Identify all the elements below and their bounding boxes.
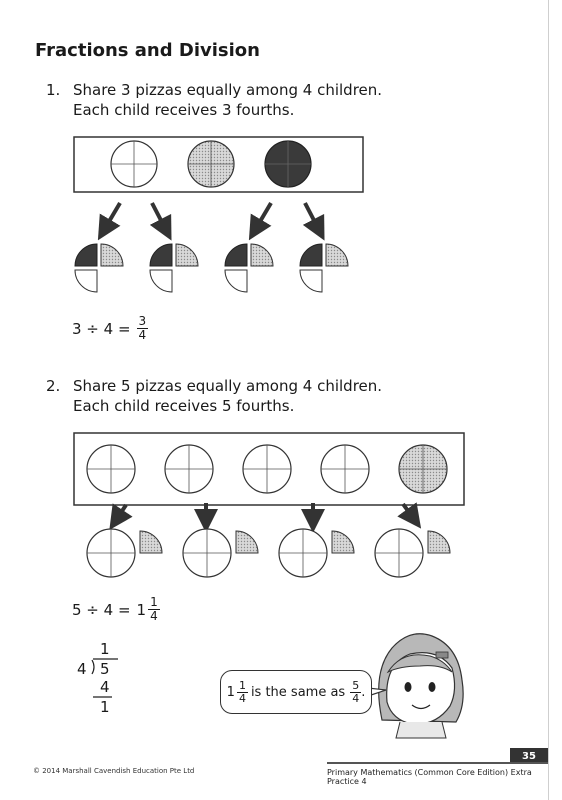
q1-share-4	[300, 244, 348, 292]
long-division-divisor: 4	[77, 660, 87, 678]
question-1-line-2: Each child receives 3 fourths.	[73, 101, 295, 119]
speech-fraction-2	[350, 680, 361, 705]
q1-pizza-dark	[265, 141, 311, 187]
question-1-number: 1.	[46, 81, 61, 99]
question-1-line-1: Share 3 pizzas equally among 4 children.	[73, 81, 383, 99]
speech-fraction-1	[237, 680, 248, 705]
q2-pizza-4	[321, 445, 369, 493]
speech-fraction-2-denominator: 4	[352, 691, 360, 705]
speech-bubble	[220, 670, 372, 714]
speech-fraction-1-denominator: 4	[238, 691, 246, 705]
q2-pizza-5-dotted	[399, 445, 447, 493]
speech-fraction-2-numerator: 5	[352, 678, 360, 692]
q2-share-1	[87, 529, 162, 577]
q2-fraction-numerator: 1	[150, 595, 158, 609]
q1-pizza-dotted	[188, 141, 234, 187]
q1-share-3	[225, 244, 273, 292]
question-2-line-2: Each child receives 5 fourths.	[73, 397, 295, 415]
girl-illustration	[379, 634, 463, 738]
q1-fraction-denominator: 4	[138, 328, 147, 342]
q1-pizza-white	[111, 141, 157, 187]
page-number: 35	[510, 748, 548, 764]
copyright-text: © 2014 Marshall Cavendish Education Pte Ltd	[33, 767, 195, 775]
q2-equation	[72, 596, 160, 623]
long-division-dividend: 5	[100, 660, 110, 678]
q2-equation-lhs: 5 ÷ 4 =	[72, 600, 131, 619]
question-2-line-1: Share 5 pizzas equally among 4 children.	[73, 377, 383, 395]
long-division-product: 4	[100, 678, 110, 696]
q2-pizza-2	[165, 445, 213, 493]
question-2-number: 2.	[46, 377, 61, 395]
q1-equation	[72, 315, 148, 342]
page-title: Fractions and Division	[35, 40, 260, 61]
q2-share-4	[375, 529, 450, 577]
q2-share-2	[183, 529, 258, 577]
book-title: Primary Mathematics (Common Core Edition) Extra Practice 4	[327, 768, 532, 786]
long-division-remainder: 1	[100, 698, 110, 716]
speech-fraction-1-numerator: 1	[238, 678, 246, 692]
speech-end: .	[361, 684, 366, 700]
long-division-quotient: 1	[100, 640, 110, 658]
footer-rule	[327, 762, 548, 764]
speech-middle-text: is the same as	[250, 684, 346, 700]
speech-whole: 1	[226, 684, 235, 700]
q2-pizza-3	[243, 445, 291, 493]
q1-fraction-numerator: 3	[138, 314, 147, 328]
long-division	[75, 640, 125, 715]
q2-share-3	[279, 529, 354, 577]
q2-fraction-denominator: 4	[150, 609, 158, 623]
q2-pizza-1	[87, 445, 135, 493]
q2-equation-fraction	[148, 596, 160, 623]
q1-share-2	[150, 244, 198, 292]
q1-equation-lhs: 3 ÷ 4 =	[72, 319, 131, 338]
q2-mixed-whole: 1	[136, 600, 147, 619]
q1-equation-fraction	[137, 315, 149, 342]
q1-share-1	[75, 244, 123, 292]
q1-arrows	[104, 203, 319, 230]
